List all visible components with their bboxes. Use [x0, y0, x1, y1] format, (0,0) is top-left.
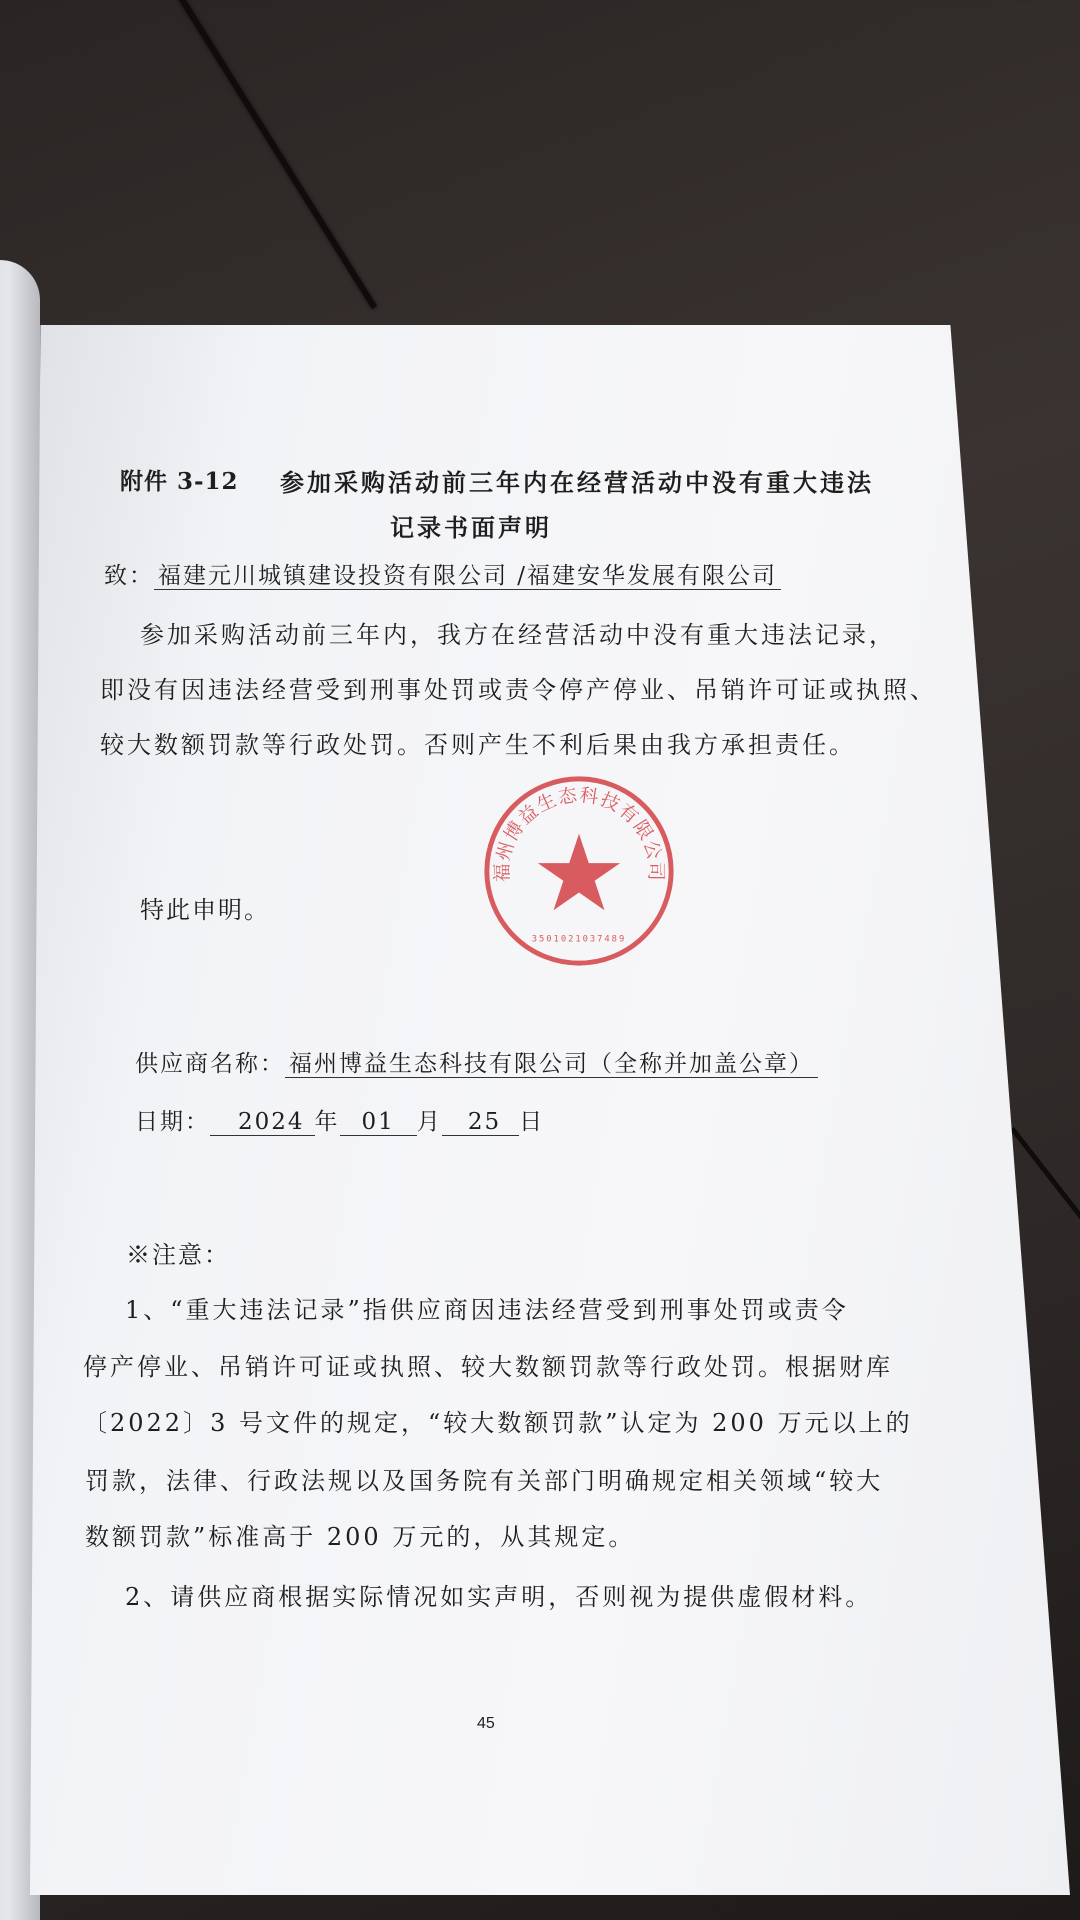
note1-line-1: 1、“重大违法记录”指供应商因违法经营受到刑事处罚或责令 — [125, 1296, 849, 1324]
company-seal — [481, 773, 677, 969]
note1-line-4: 罚款，法律、行政法规以及国务院有关部门明确规定相关领域“较大 — [85, 1467, 884, 1495]
title-line-2: 记录书面声明 — [390, 513, 552, 542]
date-row — [135, 1103, 544, 1136]
seal-text: 福州博益生态科技有限公司 — [492, 785, 666, 883]
body-line-3: 较大数额罚款等行政处罚。否则产生不利后果由我方承担责任。 — [100, 731, 856, 759]
recipient-value: 福建元川城镇建设投资有限公司 /福建安华发展有限公司 — [154, 563, 781, 590]
title-line-1: 参加采购活动前三年内在经营活动中没有重大违法 — [280, 468, 874, 497]
date-year: 2024 — [210, 1109, 315, 1136]
note1-line-3: 〔2022〕3 号文件的规定，“较大数额罚款”认定为 200 万元以上的 — [83, 1409, 913, 1437]
note-heading: ※注意： — [126, 1241, 230, 1269]
recipient-label: 致： — [104, 563, 154, 589]
attachment-number: 附件 3-12 — [120, 468, 239, 495]
date-day: 25 — [442, 1109, 519, 1136]
table-edge — [160, 0, 377, 309]
date-day-unit: 日 — [519, 1109, 545, 1135]
page-number: 45 — [477, 1715, 495, 1732]
body-line-2: 即没有因违法经营受到刑事处罚或责令停产停业、吊销许可证或执照、 — [100, 676, 937, 704]
note1-line-2: 停产停业、吊销许可证或执照、较大数额罚款等行政处罚。根据财库 — [83, 1353, 893, 1381]
declaration: 特此申明。 — [140, 896, 270, 924]
supplier-row — [135, 1045, 818, 1078]
date-year-unit: 年 — [314, 1109, 340, 1135]
seal-star-icon — [538, 834, 620, 910]
recipient-row — [104, 557, 781, 590]
note1-line-5: 数额罚款”标准高于 200 万元的，从其规定。 — [85, 1523, 636, 1551]
date-label: 日期： — [135, 1109, 210, 1135]
supplier-label: 供应商名称： — [135, 1051, 285, 1077]
date-month: 01 — [340, 1109, 417, 1136]
document-page — [40, 325, 1060, 1885]
note-2: 2、请供应商根据实际情况如实声明，否则视为提供虚假材料。 — [125, 1583, 873, 1611]
seal-code: 3501021037489 — [531, 934, 627, 945]
supplier-value: 福州博益生态科技有限公司（全称并加盖公章） — [285, 1051, 818, 1078]
date-month-unit: 月 — [416, 1109, 442, 1135]
body-line-1: 参加采购活动前三年内，我方在经营活动中没有重大违法记录， — [140, 621, 896, 649]
